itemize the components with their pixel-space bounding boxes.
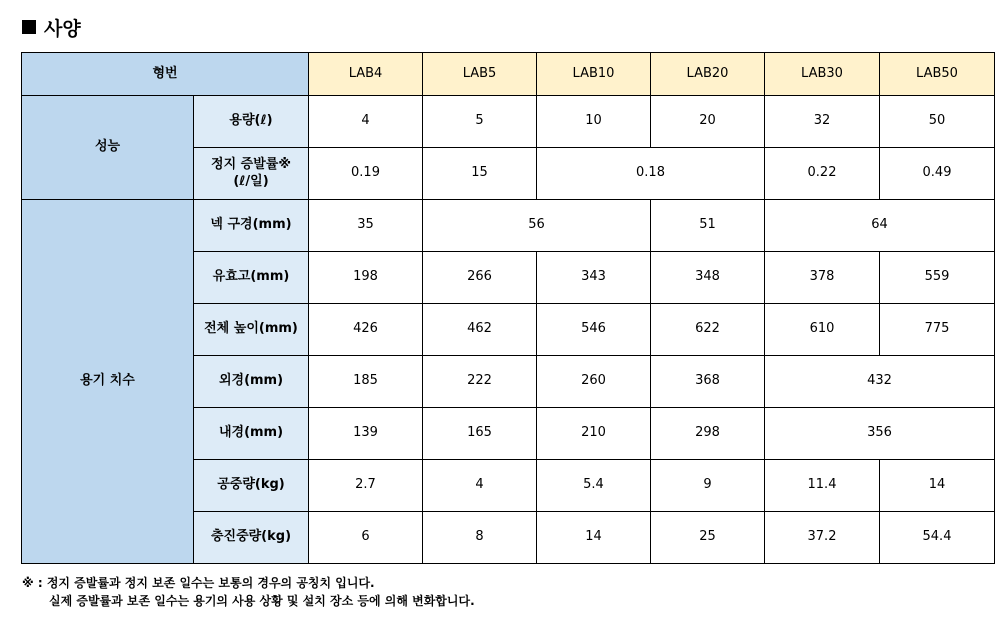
row-label-empty-weight: 공중량(kg) xyxy=(194,460,309,512)
table-cell: 0.22 xyxy=(765,148,880,200)
table-cell: 0.49 xyxy=(880,148,995,200)
table-cell: 0.19 xyxy=(309,148,423,200)
table-cell: 35 xyxy=(309,200,423,252)
table-cell: 222 xyxy=(423,356,537,408)
model-lab20: LAB20 xyxy=(651,53,765,96)
row-label-evaporation-line2: (ℓ/일) xyxy=(233,173,269,189)
model-lab10: LAB10 xyxy=(537,53,651,96)
table-cell: 11.4 xyxy=(765,460,880,512)
table-cell: 8 xyxy=(423,512,537,564)
table-cell: 260 xyxy=(537,356,651,408)
table-cell: 185 xyxy=(309,356,423,408)
table-cell: 775 xyxy=(880,304,995,356)
row-label-outer-diameter: 외경(mm) xyxy=(194,356,309,408)
table-cell: 32 xyxy=(765,96,880,148)
model-lab5: LAB5 xyxy=(423,53,537,96)
table-cell: 266 xyxy=(423,252,537,304)
table-cell: 622 xyxy=(651,304,765,356)
table-cell: 15 xyxy=(423,148,537,200)
table-cell: 5 xyxy=(423,96,537,148)
table-cell: 54.4 xyxy=(880,512,995,564)
footnote-line1: ※ : 정지 증발률과 정지 보존 일수는 보통의 경우의 공칭치 입니다. xyxy=(22,576,375,590)
table-cell: 51 xyxy=(651,200,765,252)
table-cell: 356 xyxy=(765,408,995,460)
table-cell: 14 xyxy=(537,512,651,564)
table-cell: 462 xyxy=(423,304,537,356)
table-cell: 198 xyxy=(309,252,423,304)
table-cell: 4 xyxy=(309,96,423,148)
table-cell: 37.2 xyxy=(765,512,880,564)
row-label-neck: 넥 구경(mm) xyxy=(194,200,309,252)
table-cell: 25 xyxy=(651,512,765,564)
table-cell: 165 xyxy=(423,408,537,460)
model-header-label: 형번 xyxy=(22,53,309,96)
row-label-capacity: 용량(ℓ) xyxy=(194,96,309,148)
table-cell: 348 xyxy=(651,252,765,304)
table-cell: 210 xyxy=(537,408,651,460)
table-row xyxy=(22,200,995,252)
table-cell: 343 xyxy=(537,252,651,304)
table-cell: 2.7 xyxy=(309,460,423,512)
table-cell: 6 xyxy=(309,512,423,564)
footnote xyxy=(22,574,475,610)
table-cell: 4 xyxy=(423,460,537,512)
model-lab30: LAB30 xyxy=(765,53,880,96)
row-label-effective-height: 유효고(mm) xyxy=(194,252,309,304)
row-label-evaporation-line1: 정지 증발률※ xyxy=(211,157,291,173)
table-cell: 56 xyxy=(423,200,651,252)
section-heading xyxy=(22,14,81,40)
table-cell: 139 xyxy=(309,408,423,460)
table-cell: 5.4 xyxy=(537,460,651,512)
row-label-filled-weight: 충진중량(kg) xyxy=(194,512,309,564)
table-cell: 546 xyxy=(537,304,651,356)
model-lab4: LAB4 xyxy=(309,53,423,96)
header-row xyxy=(22,53,995,96)
row-label-evaporation xyxy=(194,148,309,200)
table-row xyxy=(22,96,995,148)
footnote-line2: 실제 증발률과 보존 일수는 용기의 사용 상황 및 설치 장소 등에 의해 변화합니다. xyxy=(49,594,475,608)
row-label-overall-height: 전체 높이(mm) xyxy=(194,304,309,356)
group-dimensions: 용기 치수 xyxy=(22,200,194,564)
group-performance: 성능 xyxy=(22,96,194,200)
table-cell: 0.18 xyxy=(537,148,765,200)
table-cell: 298 xyxy=(651,408,765,460)
section-title: 사양 xyxy=(44,17,81,40)
table-cell: 378 xyxy=(765,252,880,304)
table-cell: 432 xyxy=(765,356,995,408)
table-cell: 368 xyxy=(651,356,765,408)
table-cell: 559 xyxy=(880,252,995,304)
table-cell: 9 xyxy=(651,460,765,512)
table-cell: 10 xyxy=(537,96,651,148)
black-square-icon xyxy=(22,20,36,34)
row-label-inner-diameter: 내경(mm) xyxy=(194,408,309,460)
table-cell: 426 xyxy=(309,304,423,356)
table-cell: 610 xyxy=(765,304,880,356)
table-cell: 64 xyxy=(765,200,995,252)
table-cell: 50 xyxy=(880,96,995,148)
model-lab50: LAB50 xyxy=(880,53,995,96)
spec-table xyxy=(21,52,995,564)
table-cell: 20 xyxy=(651,96,765,148)
table-cell: 14 xyxy=(880,460,995,512)
